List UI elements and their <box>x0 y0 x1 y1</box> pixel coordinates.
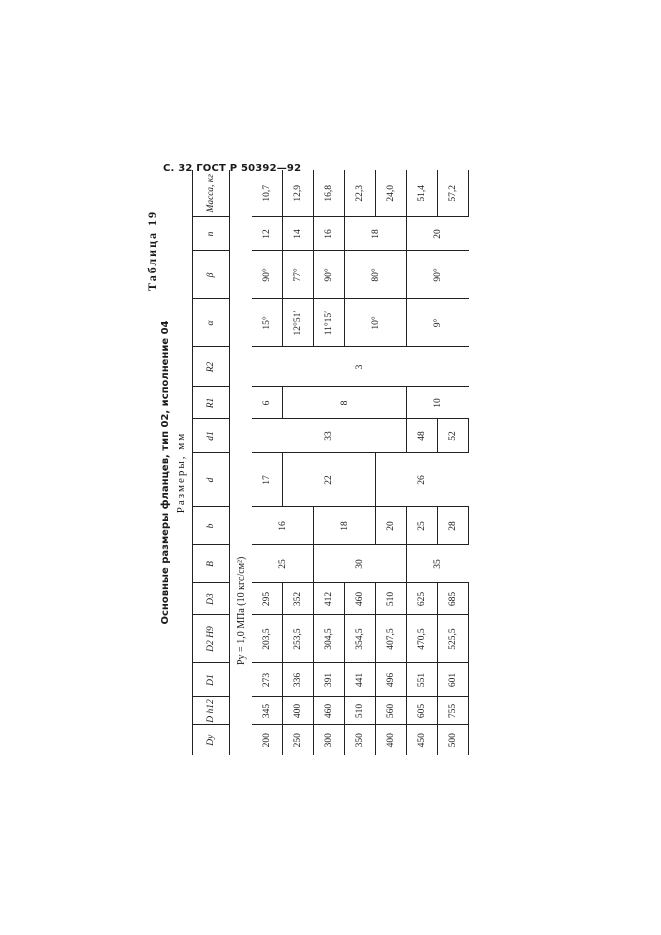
col-header-b: b <box>193 507 230 545</box>
cell-mass: 16,8 <box>314 170 345 217</box>
col-header-dy: Dу <box>193 725 230 755</box>
cell-beta: 77° <box>283 251 314 299</box>
cell-d1: 273 <box>252 663 283 697</box>
cell-d1: 496 <box>376 663 407 697</box>
pressure-label: Pу = 1,0 МПа (10 кгс/см²) <box>235 556 247 665</box>
cell-dy: 300 <box>314 725 345 755</box>
col-header-n: n <box>193 217 230 251</box>
cell-alpha: 15° <box>252 299 283 347</box>
cell-d2: 253,5 <box>283 615 314 663</box>
cell-d: 460 <box>314 697 345 725</box>
cell-b: 25 <box>407 507 438 545</box>
col-header-d-small: d <box>193 453 230 507</box>
cell-n: 12 <box>252 217 283 251</box>
cell-d3: 352 <box>283 583 314 615</box>
cell-beta: 80° <box>345 251 407 299</box>
cell-mass: 10,7 <box>252 170 283 217</box>
cell-mass: 57,2 <box>438 170 469 217</box>
cell-beta: 90° <box>314 251 345 299</box>
cell-d1: 601 <box>438 663 469 697</box>
cell-d: 510 <box>345 697 376 725</box>
cell-alpha: 10° <box>345 299 407 347</box>
col-header-r1: R1 <box>193 387 230 419</box>
cell-b: 20 <box>376 507 407 545</box>
table-units: Размеры, мм <box>175 431 187 514</box>
col-header-r2: R2 <box>193 347 230 387</box>
cell-dy: 450 <box>407 725 438 755</box>
table-row <box>252 170 283 755</box>
cell-alpha: 11°15′ <box>314 299 345 347</box>
cell-d1: 336 <box>283 663 314 697</box>
cell-n: 20 <box>407 217 469 251</box>
cell-d1: 391 <box>314 663 345 697</box>
table-title: Основные размеры фланцев, тип 02, исполнение 04 <box>160 320 171 625</box>
cell-r1: 6 <box>252 387 283 419</box>
cell-r2: 3 <box>252 347 469 387</box>
table-number: Таблица 19 <box>145 210 159 291</box>
cell-d: 345 <box>252 697 283 725</box>
cell-d: 560 <box>376 697 407 725</box>
cell-d3: 295 <box>252 583 283 615</box>
cell-d2: 354,5 <box>345 615 376 663</box>
rotated-table-block <box>137 174 458 755</box>
col-header-d1-small: d1 <box>193 419 230 453</box>
cell-beta: 90° <box>407 251 469 299</box>
cell-d2: 304,5 <box>314 615 345 663</box>
cell-mass: 51,4 <box>407 170 438 217</box>
cell-alpha: 9° <box>407 299 469 347</box>
cell-d3: 625 <box>407 583 438 615</box>
cell-d: 605 <box>407 697 438 725</box>
dimensions-table <box>192 170 469 755</box>
cell-n: 16 <box>314 217 345 251</box>
table-header-row <box>193 170 230 755</box>
cell-d2: 525,5 <box>438 615 469 663</box>
cell-n: 18 <box>345 217 407 251</box>
cell-dy: 400 <box>376 725 407 755</box>
cell-d1-small: 52 <box>438 419 469 453</box>
cell-d-small: 17 <box>252 453 283 507</box>
col-header-d1: D1 <box>193 663 230 697</box>
cell-d2: 470,5 <box>407 615 438 663</box>
cell-r1: 10 <box>407 387 469 419</box>
cell-d1-small: 48 <box>407 419 438 453</box>
cell-d3: 460 <box>345 583 376 615</box>
col-header-b-upper: B <box>193 545 230 583</box>
pressure-row <box>230 170 253 755</box>
cell-b: 16 <box>252 507 314 545</box>
cell-mass: 24,0 <box>376 170 407 217</box>
cell-b: 18 <box>314 507 376 545</box>
cell-dy: 350 <box>345 725 376 755</box>
col-header-mass: Масса, кг <box>193 170 230 217</box>
cell-d-small: 22 <box>283 453 376 507</box>
cell-d: 400 <box>283 697 314 725</box>
cell-d-small: 26 <box>376 453 469 507</box>
cell-d2: 407,5 <box>376 615 407 663</box>
cell-alpha: 12°51′ <box>283 299 314 347</box>
cell-d2: 203,5 <box>252 615 283 663</box>
cell-d3: 510 <box>376 583 407 615</box>
col-header-d3: D3 <box>193 583 230 615</box>
cell-d1: 551 <box>407 663 438 697</box>
cell-b-upper: 25 <box>252 545 314 583</box>
cell-dy: 500 <box>438 725 469 755</box>
cell-d3: 685 <box>438 583 469 615</box>
cell-b-upper: 30 <box>314 545 407 583</box>
cell-beta: 90° <box>252 251 283 299</box>
cell-dy: 200 <box>262 733 272 748</box>
cell-b: 28 <box>438 507 469 545</box>
cell-dy: 250 <box>283 725 314 755</box>
cell-d1: 441 <box>345 663 376 697</box>
page-header: С. 32 ГОСТ Р 50392—92 <box>163 163 302 174</box>
col-header-d2: D2 H9 <box>193 615 230 663</box>
cell-d1-small: 33 <box>252 419 407 453</box>
col-header-d: D h12 <box>193 697 230 725</box>
cell-d: 755 <box>438 697 469 725</box>
cell-d3: 412 <box>314 583 345 615</box>
cell-r1: 8 <box>283 387 407 419</box>
cell-b-upper: 35 <box>407 545 469 583</box>
col-header-alpha: α <box>193 299 230 347</box>
table-row <box>283 170 314 755</box>
cell-mass: 12,9 <box>283 170 314 217</box>
col-header-beta: β <box>193 251 230 299</box>
cell-n: 14 <box>283 217 314 251</box>
cell-mass: 22,3 <box>345 170 376 217</box>
